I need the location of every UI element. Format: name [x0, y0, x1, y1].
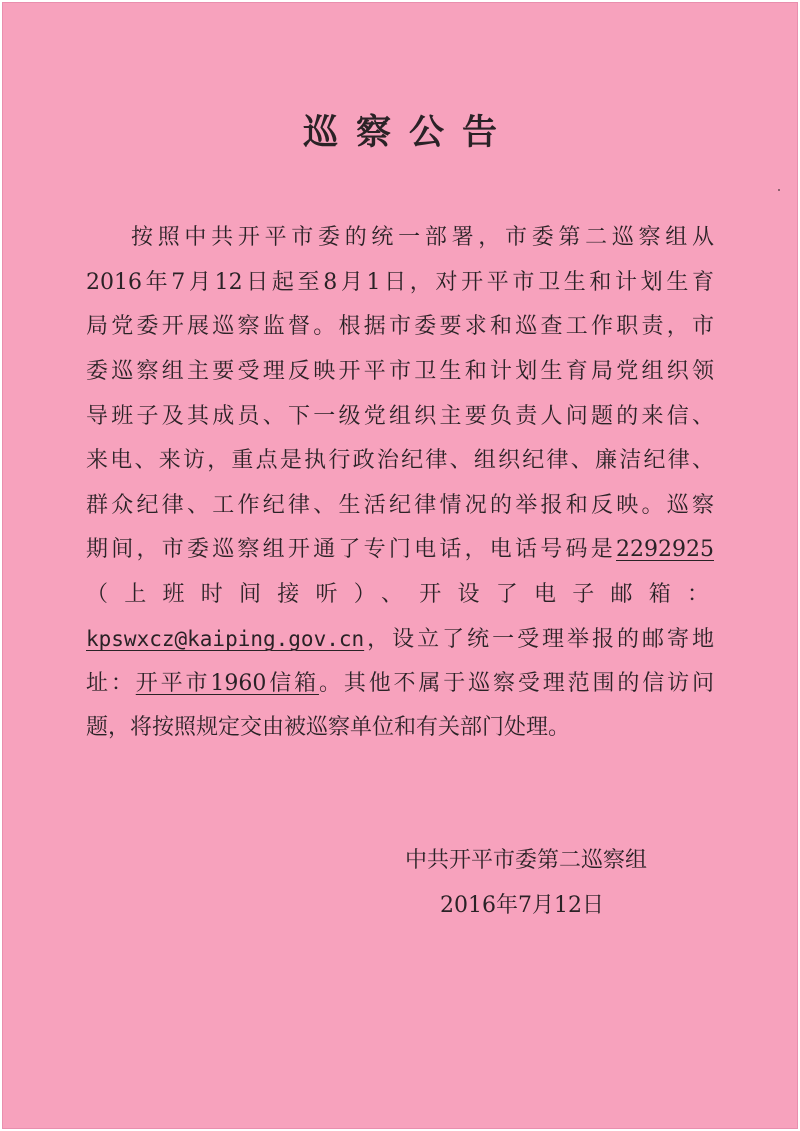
body-line-9: （上班时间接听）、开设了电子邮箱：: [86, 582, 714, 607]
signature-organization: 中共开平市委第二巡察组: [405, 848, 648, 873]
body-line-4: 委巡察组主要受理反映开平市卫生和计划生育局党组织领: [86, 359, 714, 384]
body-line-8-text: 期间，市委巡察组开通了专门电话，电话号码是: [86, 537, 617, 562]
body-line-12: 题，将按照规定交由被巡察单位和有关部门处理。: [86, 715, 571, 740]
body-line-11-suffix: 。其他不属于巡察受理范围的信访问: [318, 671, 714, 696]
body-line-11: [86, 662, 714, 706]
page-title: 巡察公告: [302, 113, 515, 153]
mailbox-address: 开平市1960信箱: [135, 671, 319, 696]
body-line-8: [86, 528, 714, 572]
body-line-11-prefix: 址：: [86, 671, 136, 696]
signature-date: 2016年7月12日: [440, 893, 604, 918]
email-address[interactable]: kpswxcz@kaiping.gov.cn: [86, 627, 365, 651]
body-line-3: 局党委开展巡察监督。根据市委要求和巡查工作职责，市: [86, 314, 714, 339]
phone-number: 2292925: [616, 537, 714, 562]
body-line-1: 按照中共开平市委的统一部署，市委第二巡察组从: [131, 225, 714, 250]
body-line-6: 来电、来访，重点是执行政治纪律、组织纪律、廉洁纪律、: [86, 448, 714, 473]
body-line-2: 2016年7月12日起至8月1日，对开平市卫生和计划生育: [86, 270, 714, 295]
paper-speck: [778, 189, 780, 191]
body-line-7: 群众纪律、工作纪律、生活纪律情况的举报和反映。巡察: [86, 493, 714, 518]
body-line-10: [86, 617, 714, 661]
body-line-10-text: ，设立了统一受理举报的邮寄地: [364, 627, 714, 652]
body-line-5: 导班子及其成员、下一级党组织主要负责人问题的来信、: [86, 404, 714, 429]
